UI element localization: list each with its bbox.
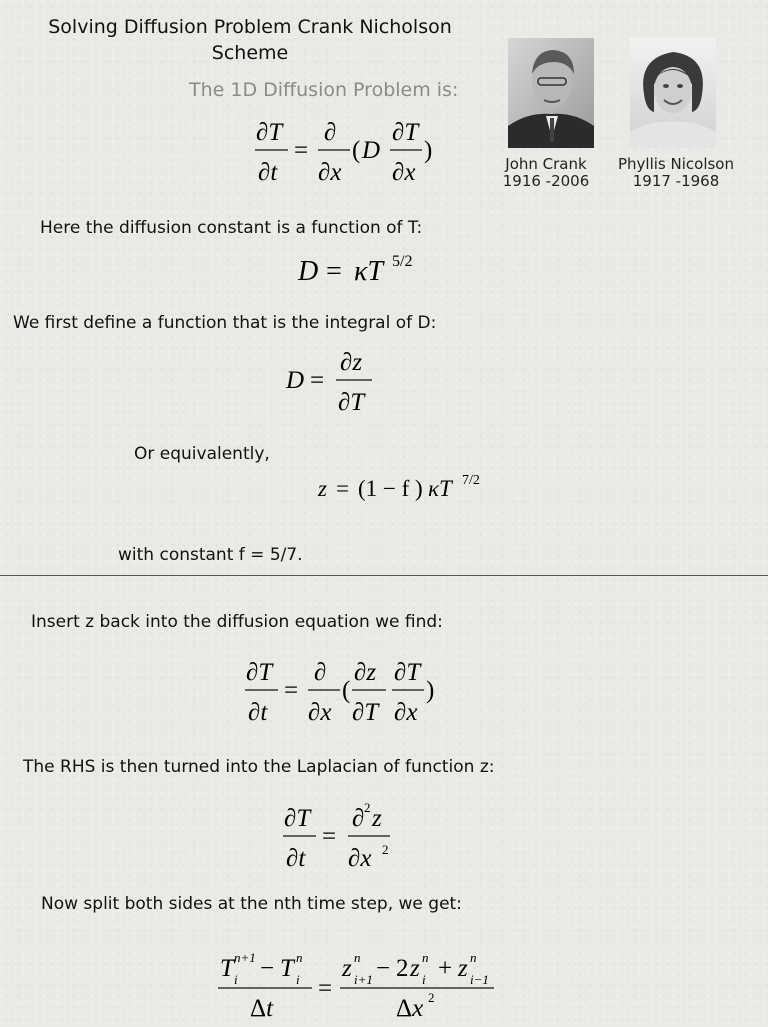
integral-definition-equation (284, 342, 384, 425)
svg-text:5/2: 5/2 (392, 253, 413, 270)
svg-text:∂T: ∂T (284, 805, 311, 832)
svg-text:=: = (336, 476, 349, 501)
svg-text:∂z: ∂z (340, 349, 363, 376)
svg-text:n: n (296, 950, 303, 965)
text-diffusion-constant: Here the diffusion constant is a function of T: (40, 218, 423, 238)
svg-text:Δt: Δt (250, 995, 274, 1020)
diffusion-constant-equation (296, 248, 426, 299)
svg-text:2: 2 (382, 842, 389, 857)
svg-text:2: 2 (396, 955, 409, 982)
svg-text:∂x: ∂x (318, 159, 342, 186)
person-years: 1916 -2006 (502, 172, 590, 190)
svg-text:∂T: ∂T (256, 119, 283, 146)
svg-text:∂x: ∂x (392, 159, 416, 186)
svg-text:n+1: n+1 (234, 950, 256, 965)
svg-text:z: z (458, 955, 468, 982)
svg-text:∂t: ∂t (286, 845, 306, 872)
svg-text:): ) (424, 137, 433, 164)
svg-text:i: i (296, 972, 300, 987)
svg-text:z: z (342, 955, 352, 982)
svg-text:∂t: ∂t (248, 699, 268, 726)
svg-text:=: = (294, 137, 309, 164)
svg-text:=: = (310, 367, 325, 394)
text-insert-z: Insert z back into the diffusion equation we find: (31, 612, 443, 632)
title-line-1: Solving Diffusion Problem Crank Nicholson (48, 16, 452, 38)
svg-text:∂x: ∂x (308, 699, 332, 726)
svg-text:D: D (298, 256, 319, 287)
svg-text:∂t: ∂t (258, 159, 278, 186)
svg-text:∂T: ∂T (246, 659, 273, 686)
person-years: 1917 -1968 (632, 172, 720, 190)
svg-text:n: n (354, 950, 361, 965)
svg-text:2: 2 (428, 990, 435, 1005)
svg-text:∂: ∂ (324, 119, 337, 146)
svg-text:): ) (426, 677, 435, 704)
svg-text:∂T: ∂T (338, 389, 365, 416)
slide-2 (0, 576, 768, 1024)
slide-title (0, 14, 500, 66)
svg-text:D: D (362, 137, 381, 164)
svg-text:=: = (322, 823, 337, 850)
text-define-function: We first define a function that is the integral of D: (13, 313, 437, 333)
svg-text:∂x: ∂x (348, 845, 372, 872)
svg-text:∂T: ∂T (392, 119, 419, 146)
svg-text:i: i (422, 972, 426, 987)
z-function-equation (316, 468, 496, 515)
text-constant-f: with constant f = 5/7. (118, 545, 303, 565)
svg-text:κT: κT (428, 476, 452, 501)
svg-text:κT: κT (354, 256, 384, 287)
svg-text:∂T: ∂T (394, 659, 421, 686)
svg-text:D: D (286, 367, 305, 394)
slide-subtitle: The 1D Diffusion Problem is: (189, 79, 459, 101)
svg-text:2: 2 (364, 800, 371, 815)
svg-text:∂x: ∂x (394, 699, 418, 726)
svg-text:T: T (220, 955, 234, 982)
svg-text:z: z (410, 955, 420, 982)
laplacian-equation (280, 798, 400, 881)
svg-text:n: n (422, 950, 429, 965)
svg-text:i+1: i+1 (354, 972, 373, 987)
svg-text:Δx: Δx (396, 995, 424, 1020)
svg-text:n: n (470, 950, 477, 965)
svg-text:∂: ∂ (352, 805, 365, 832)
john-crank-photo (508, 38, 594, 148)
svg-text:(: ( (342, 677, 351, 704)
svg-text:7/2: 7/2 (462, 473, 480, 488)
svg-text:(: ( (352, 137, 361, 164)
svg-text:∂z: ∂z (354, 659, 377, 686)
john-crank-caption (496, 156, 596, 190)
svg-text:−: − (376, 955, 391, 982)
svg-text:+: + (438, 955, 453, 982)
person-name: Phyllis Nicolson (618, 155, 734, 173)
text-laplacian: The RHS is then turned into the Laplacian of function z: (23, 757, 495, 777)
phyllis-nicolson-photo (630, 38, 716, 148)
phyllis-nicolson-caption (612, 156, 740, 190)
svg-text:∂T: ∂T (352, 699, 379, 726)
svg-text:=: = (284, 677, 299, 704)
substituted-diffusion-equation (242, 652, 442, 735)
svg-text:(1 − f ): (1 − f ) (358, 476, 423, 501)
svg-text:z: z (318, 476, 327, 501)
svg-text:−: − (260, 955, 275, 982)
svg-text:i: i (234, 972, 238, 987)
svg-text:∂: ∂ (314, 659, 327, 686)
svg-text:=: = (318, 975, 333, 1002)
svg-text:z: z (372, 805, 382, 832)
svg-text:=: = (326, 256, 342, 287)
person-name: John Crank (505, 155, 587, 173)
discretized-equation (216, 940, 506, 1027)
text-split-time-step: Now split both sides at the nth time step, we get: (41, 894, 462, 914)
title-line-2: Scheme (211, 42, 289, 64)
svg-text:i−1: i−1 (470, 972, 489, 987)
svg-text:T: T (280, 955, 294, 982)
diffusion-equation (252, 112, 442, 195)
text-or-equivalently: Or equivalently, (134, 444, 270, 464)
